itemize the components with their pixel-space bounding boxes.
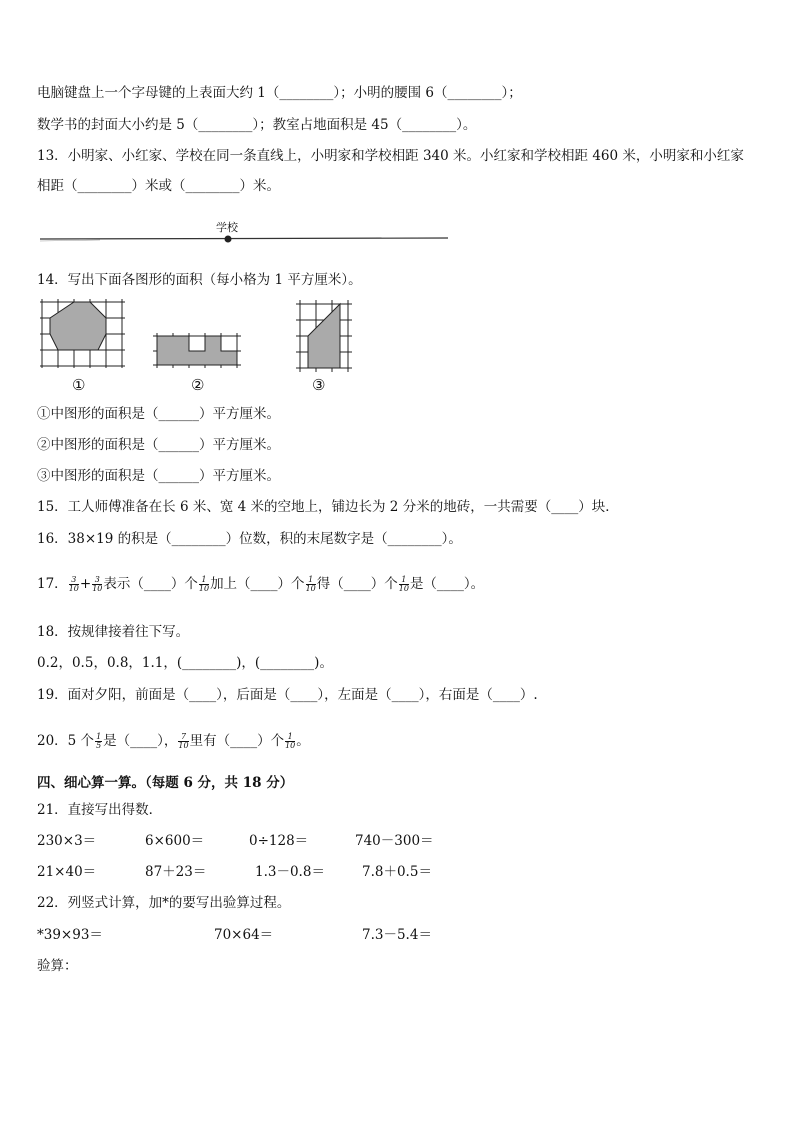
figure-2-grid (153, 333, 245, 373)
q20-fraction-2: $\frac{7}{10}$ (178, 732, 189, 750)
figure-label-2: ② (191, 376, 205, 394)
q21-item: 6×600＝ (145, 833, 205, 849)
q21-item: 0÷128＝ (249, 833, 309, 849)
q17-fraction-5: $\frac{1}{10}$ (398, 575, 409, 593)
q21-item: 740－300＝ (355, 833, 434, 849)
q22-item: *39×93＝ (37, 927, 103, 943)
school-line-diagram (40, 228, 460, 248)
q15-text: 15．工人师傅准备在长 6 米、宽 4 米的空地上，铺边长为 2 分米的地砖，一共需要（____）块． (37, 499, 619, 515)
q12-line1: 电脑键盘上一个字母键的上表面大约 1（________）；小明的腰围 6（________）； (37, 85, 522, 101)
section-4-title: 四、细心算一算。（每题 6 分，共 18 分） (37, 775, 294, 791)
q20-fraction-3: $\frac{1}{10}$ (285, 732, 296, 750)
school-label: 学校 (216, 221, 238, 234)
plus-sign: + (79, 576, 92, 592)
q22-item: 7.3－5.4＝ (362, 927, 432, 943)
figure-label-3: ③ (312, 376, 326, 394)
q17-fraction-3: $\frac{1}{10}$ (198, 575, 210, 593)
q20-fraction-1: $\frac{1}{5}$ (96, 732, 102, 750)
q14-answer-1: ①中图形的面积是（______）平方厘米。 (37, 406, 280, 422)
figure-1-grid (40, 302, 130, 372)
q17-fraction-1: $\frac{3}{10}$ (68, 575, 79, 593)
q22-verify-label: 验算： (37, 958, 78, 974)
q13-line2: 相距（________）米或（________）米。 (37, 178, 280, 194)
q22-stem: 22．列竖式计算，加*的要写出验算过程。 (37, 895, 291, 911)
q22-item: 70×64＝ (214, 927, 274, 943)
q21-item: 230×3＝ (37, 833, 97, 849)
figure-label-1: ① (72, 376, 86, 394)
q17-number: 17． (37, 576, 68, 592)
q13-line1: 13．小明家、小红家、学校在同一条直线上，小明家和学校相距 340 米。小红家和学校相距 460 米，小明家和小红家 (37, 148, 744, 164)
q18-sequence: 0.2，0.5，0.8，1.1，(________)，(________)。 (37, 655, 333, 671)
q21-item: 7.8＋0.5＝ (362, 864, 432, 880)
q18-stem: 18．按规律接着往下写。 (37, 624, 190, 640)
q21-item: 21×40＝ (37, 864, 97, 880)
q19-text: 19．面对夕阳，前面是（____），后面是（____），左面是（____），右面是（____）. (37, 687, 538, 703)
q14-answer-3: ③中图形的面积是（______）平方厘米。 (37, 468, 280, 484)
q14-stem: 14．写出下面各图形的面积（每小格为 1 平方厘米）。 (37, 272, 362, 288)
figure-3-grid (296, 302, 356, 374)
q16-text: 16．38×19 的积是（________）位数，积的末尾数字是（________）。 (37, 531, 462, 547)
q14-answer-2: ②中图形的面积是（______）平方厘米。 (37, 437, 280, 453)
q21-item: 1.3－0.8＝ (255, 864, 325, 880)
q12-line2: 数学书的封面大小约是 5（________）；教室占地面积是 45（________）。 (37, 117, 477, 133)
q21-item: 87＋23＝ (145, 864, 207, 880)
q21-stem: 21．直接写出得数． (37, 802, 163, 818)
q20-line: 20．5 个 $\frac{1}{5}$ 是（____）， $\frac{7}{10}$ 里有（____）个 $\frac{1}{10}$ 。 (37, 732, 310, 750)
q17-fraction-2: $\frac{3}{10}$ (92, 575, 103, 593)
q17-fraction-4: $\frac{1}{10}$ (305, 575, 316, 593)
q17-line: 17． $\frac{3}{10}$ + $\frac{3}{10}$ 表示（____）个 $\frac{1}{10}$ 加上（____）个 $\frac{1}{10}$ 得（____）个 $\frac{1}{10}$ 是（____）。 (37, 575, 485, 593)
